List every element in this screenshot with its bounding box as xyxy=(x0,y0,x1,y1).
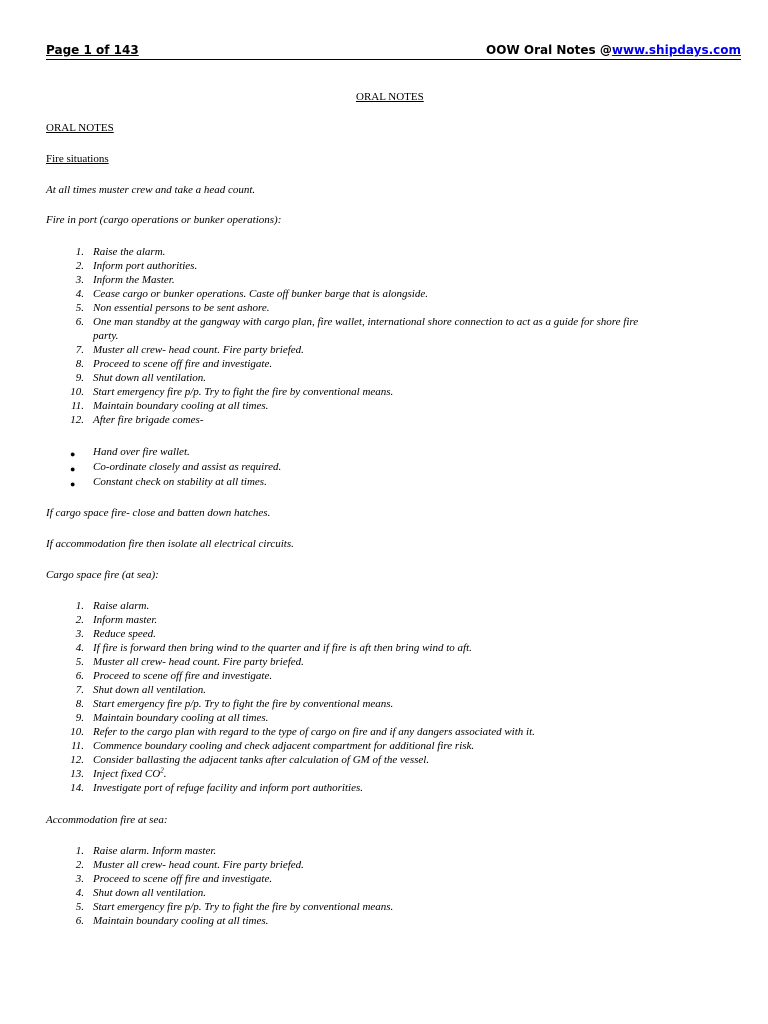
list-number: 14. xyxy=(70,782,84,794)
list-item: Shut down all ventilation. xyxy=(93,887,207,899)
list-item: Reduce speed. xyxy=(93,628,156,640)
list-item: Refer to the cargo plan with regard to the type of cargo on fire and if any dangers associated with it. xyxy=(93,726,535,738)
list-number: 2. xyxy=(75,859,84,871)
list-item: Muster all crew- head count. Fire party briefed. xyxy=(93,859,304,871)
list-number: 4. xyxy=(75,887,84,899)
list-item: Raise the alarm. xyxy=(93,246,166,258)
muster-paragraph: At all times muster crew and take a head count. xyxy=(46,184,256,196)
list-item: If fire is forward then bring wind to the quarter and if fire is aft then bring wind to aft. xyxy=(93,642,472,654)
list-number: 2. xyxy=(75,260,84,272)
list-item: Proceed to scene off fire and investigate. xyxy=(93,358,273,370)
list-item: Start emergency fire p/p. Try to fight the fire by conventional means. xyxy=(93,901,394,913)
co2-period: . xyxy=(163,768,167,780)
sea-cargo-heading: Cargo space fire (at sea): xyxy=(46,569,159,581)
section-heading-oral-notes: ORAL NOTES xyxy=(46,122,114,134)
cargo-close-paragraph: If cargo space fire- close and batten down hatches. xyxy=(46,507,271,519)
co2-subscript: 2 xyxy=(160,766,164,775)
list-item-co2 xyxy=(93,768,166,781)
list-number: 3. xyxy=(75,274,84,286)
list-number: 12. xyxy=(70,754,84,766)
list-number: 7. xyxy=(75,344,84,356)
list-item: Inform the Master. xyxy=(93,274,175,286)
bullet-icon: ● xyxy=(70,449,76,459)
list-number: 7. xyxy=(75,684,84,696)
list-number: 3. xyxy=(75,873,84,885)
list-item: Hand over fire wallet. xyxy=(93,446,190,458)
list-item: Muster all crew- head count. Fire party briefed. xyxy=(93,656,304,668)
list-item: Start emergency fire p/p. Try to fight the fire by conventional means. xyxy=(93,386,394,398)
list-number: 11. xyxy=(71,740,84,752)
list-number: 2. xyxy=(75,614,84,626)
list-number: 13. xyxy=(70,768,84,780)
list-item: After fire brigade comes- xyxy=(93,414,204,426)
list-item: Inform master. xyxy=(93,614,158,626)
list-number: 1. xyxy=(75,246,84,258)
list-item: Start emergency fire p/p. Try to fight the fire by conventional means. xyxy=(93,698,394,710)
list-number: 8. xyxy=(75,698,84,710)
list-item: Commence boundary cooling and check adjacent compartment for additional fire risk. xyxy=(93,740,475,752)
accom-isolate-paragraph: If accommodation fire then isolate all electrical circuits. xyxy=(46,538,294,550)
list-number: 8. xyxy=(75,358,84,370)
list-item: Muster all crew- head count. Fire party briefed. xyxy=(93,344,304,356)
list-number: 5. xyxy=(75,901,84,913)
list-item: Maintain boundary cooling at all times. xyxy=(93,712,269,724)
list-item: Maintain boundary cooling at all times. xyxy=(93,400,269,412)
shipdays-link[interactable]: www.shipdays.com xyxy=(611,43,741,57)
header-right xyxy=(486,43,741,57)
list-number: 1. xyxy=(75,845,84,857)
page-number: Page 1 of 143 xyxy=(46,43,139,57)
header-title: OOW Oral Notes @ xyxy=(486,43,612,57)
list-item: Consider ballasting the adjacent tanks after calculation of GM of the vessel. xyxy=(93,754,430,766)
list-item: Raise alarm. xyxy=(93,600,150,612)
list-number: 6. xyxy=(75,316,84,328)
list-item: Cease cargo or bunker operations. Caste off bunker barge that is alongside. xyxy=(93,288,428,300)
list-item: Co-ordinate closely and assist as required. xyxy=(93,461,282,473)
list-number: 10. xyxy=(70,386,84,398)
list-item: Maintain boundary cooling at all times. xyxy=(93,915,269,927)
list-item: Proceed to scene off fire and investigate. xyxy=(93,670,273,682)
list-number: 9. xyxy=(75,712,84,724)
list-item-continuation: party. xyxy=(93,330,119,342)
list-number: 11. xyxy=(71,400,84,412)
page-header xyxy=(46,43,741,60)
list-item: One man standby at the gangway with cargo plan, fire wallet, international shore connection to act as a guide for shore fire xyxy=(93,316,639,328)
list-item: Non essential persons to be sent ashore. xyxy=(93,302,270,314)
list-number: 5. xyxy=(75,302,84,314)
bullet-icon: ● xyxy=(70,479,76,489)
list-number: 10. xyxy=(70,726,84,738)
sea-accom-heading: Accommodation fire at sea: xyxy=(46,814,168,826)
list-number: 9. xyxy=(75,372,84,384)
bullet-icon: ● xyxy=(70,464,76,474)
list-number: 12. xyxy=(70,414,84,426)
section-heading-fire-situations: Fire situations xyxy=(46,153,109,165)
list-number: 5. xyxy=(75,656,84,668)
list-number: 3. xyxy=(75,628,84,640)
list-item: Proceed to scene off fire and investigate. xyxy=(93,873,273,885)
list-number: 6. xyxy=(75,915,84,927)
list-number: 6. xyxy=(75,670,84,682)
document-title: ORAL NOTES xyxy=(356,91,424,103)
list-number: 4. xyxy=(75,642,84,654)
port-fire-heading: Fire in port (cargo operations or bunker operations): xyxy=(46,214,282,226)
co2-text: Inject fixed CO xyxy=(93,768,161,780)
list-item: Inform port authorities. xyxy=(93,260,198,272)
list-item: Raise alarm. Inform master. xyxy=(93,845,217,857)
list-number: 1. xyxy=(75,600,84,612)
list-item: Investigate port of refuge facility and inform port authorities. xyxy=(93,782,363,794)
list-item: Constant check on stability at all times. xyxy=(93,476,267,488)
list-number: 4. xyxy=(75,288,84,300)
list-item: Shut down all ventilation. xyxy=(93,684,207,696)
list-item: Shut down all ventilation. xyxy=(93,372,207,384)
